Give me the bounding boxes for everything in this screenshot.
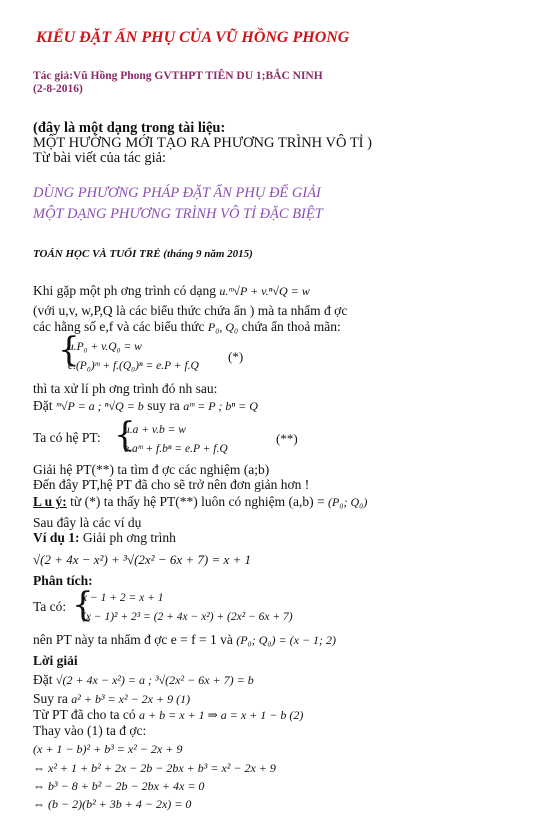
intro-line-1: (đây là một dạng trong tài liệu: bbox=[33, 120, 226, 136]
intro-line-3: Từ bài viết của tác giả: bbox=[33, 150, 167, 166]
document-title: KIỂU ĐẶT ẨN PHỤ CỦA VŨ HỒNG PHONG bbox=[36, 29, 350, 46]
paragraph-1-text: Khi gặp một ph ơng trình có dạng bbox=[33, 283, 220, 298]
note-label: L u ý: bbox=[33, 494, 67, 509]
example-1-equation: √(2 + 4x − x²) + ³√(2x² − 6x + 7) = x + 1 bbox=[33, 552, 252, 567]
system-3-eq-1: x − 1 + 2 = x + 1 bbox=[82, 592, 164, 604]
note-line bbox=[33, 494, 367, 510]
solution-step-1-eq: √(2 + 4x − x²) = a ; ³√(2x² − 6x + 7) = b bbox=[55, 673, 254, 687]
solution-step-8: ⇔ (b − 2)(b² + 3b + 4 − 2x) = 0 bbox=[33, 797, 192, 811]
paragraph-7: Giải hệ PT(**) ta tìm đ ợc các nghiệm (a;b) bbox=[33, 462, 270, 477]
note-equation: (P₀; Q₀) bbox=[328, 495, 368, 509]
paragraph-8: Đến đây PT,hệ PT đã cho sẽ trở nên đơn giản hơn ! bbox=[33, 477, 310, 492]
paragraph-3-text: các hằng số e,f và các biểu thức bbox=[33, 319, 208, 334]
article-title-2: MỘT DẠNG PHƯƠNG TRÌNH VÔ TỈ ĐẶC BIỆT bbox=[33, 206, 323, 222]
paragraph-5 bbox=[33, 398, 258, 414]
example-1-label: Ví dụ 1: bbox=[33, 530, 80, 545]
solution-step-2-text: Suy ra bbox=[33, 691, 72, 706]
example-1-heading bbox=[33, 530, 176, 546]
paragraph-5-mid: suy ra bbox=[143, 398, 184, 413]
magazine-reference: TOÁN HỌC VÀ TUỔI TRẺ (tháng 9 năm 2015) bbox=[33, 248, 253, 260]
power-eq: aᵐ = P ; bⁿ = Q bbox=[183, 399, 258, 413]
p0-q0-expression: P₀, Q₀ bbox=[207, 320, 239, 334]
paragraph-10 bbox=[33, 632, 336, 648]
system-3-eq-2: (x − 1)² + 2³ = (2 + 4x − x²) + (2x² − 6x + 7) bbox=[82, 611, 293, 623]
author-line: Tác giả:Vũ Hồng Phong GVTHPT TIÊN DU 1;BẮC NINH bbox=[33, 70, 323, 82]
paragraph-10-eq: (P₀; Q₀) = (x − 1; 2) bbox=[236, 633, 337, 647]
solution-step-2-eq: a² + b³ = x² − 2x + 9 (1) bbox=[71, 692, 191, 706]
article-title-1: DÙNG PHƯƠNG PHÁP ĐẶT ẨN PHỤ ĐỂ GIẢI bbox=[33, 185, 321, 201]
solution-step-2 bbox=[33, 691, 190, 707]
equation-main-form: u.ᵐ√P + v.ⁿ√Q = w bbox=[219, 284, 310, 298]
paragraph-10-text: nên PT này ta nhẩm đ ợc e = f = 1 và bbox=[33, 632, 237, 647]
paragraph-9: Sau đây là các ví dụ bbox=[33, 515, 142, 530]
note-text: từ (*) ta thấy hệ PT(**) luôn có nghiệm (a,b) = bbox=[66, 494, 329, 509]
system-2-tag: (**) bbox=[276, 431, 298, 446]
paragraph-4: thì ta xử lí ph ơng trình đó nh sau: bbox=[33, 381, 218, 396]
solution-step-4: Thay vào (1) ta đ ợc: bbox=[33, 723, 147, 738]
substitution-eq: ᵐ√P = a ; ⁿ√Q = b bbox=[55, 399, 144, 413]
system-1-tag: (*) bbox=[228, 349, 244, 364]
paragraph-5-text: Đặt bbox=[33, 398, 56, 413]
paragraph-1 bbox=[33, 283, 310, 299]
solution-step-5: (x + 1 − b)² + b³ = x² − 2x + 9 bbox=[33, 742, 183, 756]
solution-step-1 bbox=[33, 672, 254, 688]
paragraph-2: (với u,v, w,P,Q là các biểu thức chứa ẩn ) mà ta nhẩm đ ợc bbox=[33, 303, 348, 318]
analysis-heading: Phân tích: bbox=[33, 573, 93, 588]
system-2-brace: { bbox=[114, 415, 136, 455]
solution-step-7: ⇔ b³ − 8 + b² − 2b − 2bx + 4x = 0 bbox=[33, 779, 205, 793]
solution-heading: Lời giải bbox=[33, 653, 78, 668]
date-line: (2-8-2016) bbox=[33, 83, 83, 95]
system-1-eq-2: e.(P₀)ᵐ + f.(Q₀)ⁿ = e.P + f.Q bbox=[68, 360, 199, 372]
system-1-brace: { bbox=[58, 330, 80, 370]
system-1-eq-1: u.P₀ + v.Q₀ = w bbox=[68, 341, 142, 353]
paragraph-3-tail: chứa ẩn thoả mãn: bbox=[238, 319, 341, 334]
solution-step-6: ⇔ x² + 1 + b² + 2x − 2b − 2bx + b³ = x² − 2x + 9 bbox=[33, 761, 276, 775]
system-3-brace: { bbox=[72, 585, 94, 625]
paragraph-6: Ta có hệ PT: bbox=[33, 430, 101, 445]
tacó-label: Ta có: bbox=[33, 599, 67, 614]
system-2-eq-2: e.aᵐ + f.bⁿ = e.P + f.Q bbox=[124, 443, 228, 455]
system-2-eq-1: u.a + v.b = w bbox=[124, 424, 186, 436]
solution-step-3-eq: a + b = x + 1 ⇒ a = x + 1 − b (2) bbox=[139, 708, 304, 722]
solution-step-1-text: Đặt bbox=[33, 672, 56, 687]
solution-step-3 bbox=[33, 707, 303, 723]
solution-step-3-text: Từ PT đã cho ta có bbox=[33, 707, 140, 722]
example-1-text: Giải ph ơng trình bbox=[79, 530, 176, 545]
intro-line-2: MỘT HƯỚNG MỚI TẠO RA PHƯƠNG TRÌNH VÔ TỈ ) bbox=[33, 135, 372, 151]
